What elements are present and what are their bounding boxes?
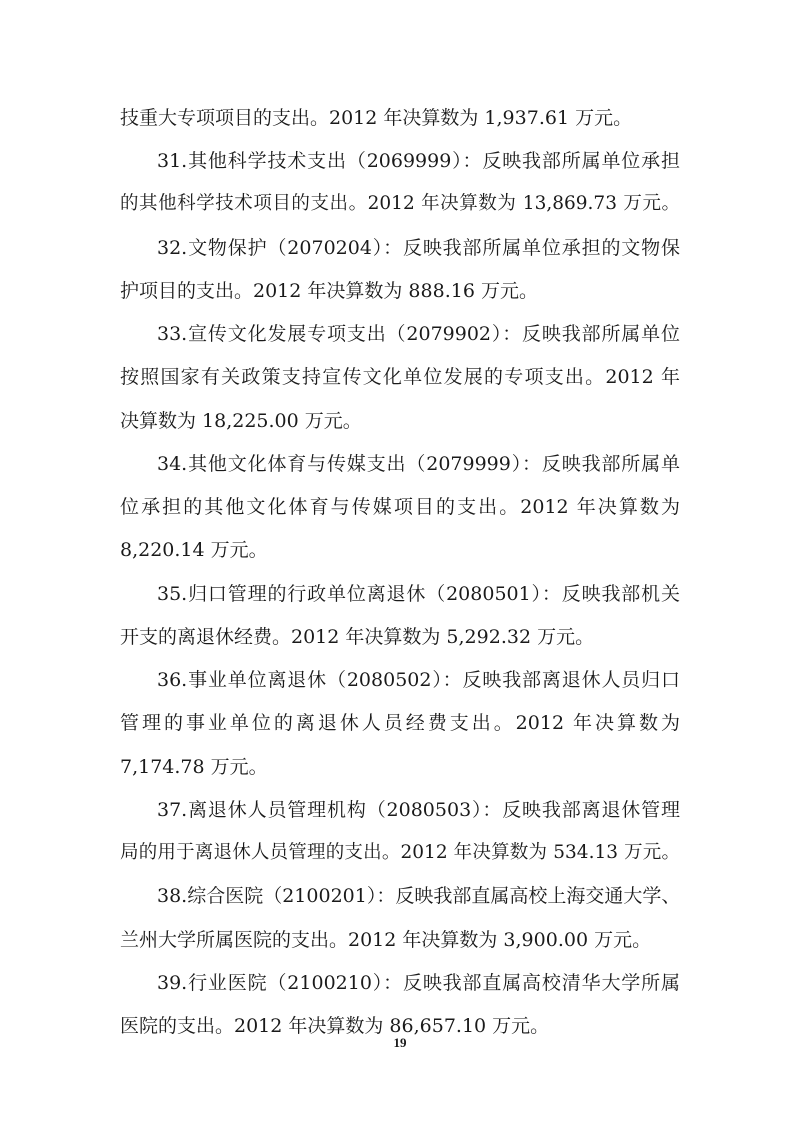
text-line-10: 位承担的其他文化体育与传媒项目的支出。2012 年决算数为 <box>120 496 680 518</box>
text-line-18: 局的用于离退休人员管理的支出。2012 年决算数为 534.13 万元。 <box>120 842 680 863</box>
text-line-5: 护项目的支出。2012 年决算数为 888.16 万元。 <box>120 280 538 302</box>
text-line-8: 决算数为 18,225.00 万元。 <box>120 410 362 432</box>
text-line-12: 35.归口管理的行政单位离退休（2080501）：反映我部机关 <box>157 583 680 605</box>
text-line-11: 8,220.14 万元。 <box>120 539 268 561</box>
text-line-14: 36.事业单位离退休（2080502）：反映我部离退休人员归口 <box>157 669 680 691</box>
text-line-1: 技重大专项项目的支出。2012 年决算数为 1,937.61 万元。 <box>120 107 633 129</box>
text-line-15: 管理的事业单位的离退休人员经费支出。2012 年决算数为 <box>120 712 680 734</box>
text-line-2: 31.其他科学技术支出（2069999）：反映我部所属单位承担 <box>157 150 680 172</box>
text-line-20: 兰州大学所属医院的支出。2012 年决算数为 3,900.00 万元。 <box>120 929 652 951</box>
text-line-6: 33.宣传文化发展专项支出（2079902）：反映我部所属单位 <box>157 323 680 345</box>
text-line-22: 医院的支出。2012 年决算数为 86,657.10 万元。 <box>120 1015 550 1037</box>
text-line-9: 34.其他文化体育与传媒支出（2079999）：反映我部所属单 <box>157 453 680 475</box>
text-line-4: 32.文物保护（2070204）：反映我部所属单位承担的文物保 <box>157 237 680 259</box>
text-line-3: 的其他科学技术项目的支出。2012 年决算数为 13,869.73 万元。 <box>120 193 680 214</box>
text-line-21: 39.行业医院（2100210）：反映我部直属高校清华大学所属 <box>157 972 680 994</box>
text-line-17: 37.离退休人员管理机构（2080503）：反映我部离退休管理 <box>157 799 680 821</box>
text-line-19: 38.综合医院（2100201）：反映我部直属高校上海交通大学、 <box>157 885 680 907</box>
page-number: 19 <box>393 1035 407 1050</box>
text-line-16: 7,174.78 万元。 <box>120 756 268 778</box>
text-line-7: 按照国家有关政策支持宣传文化单位发展的专项支出。2012 年 <box>120 366 680 388</box>
text-line-13: 开支的离退休经费。2012 年决算数为 5,292.32 万元。 <box>120 626 595 648</box>
